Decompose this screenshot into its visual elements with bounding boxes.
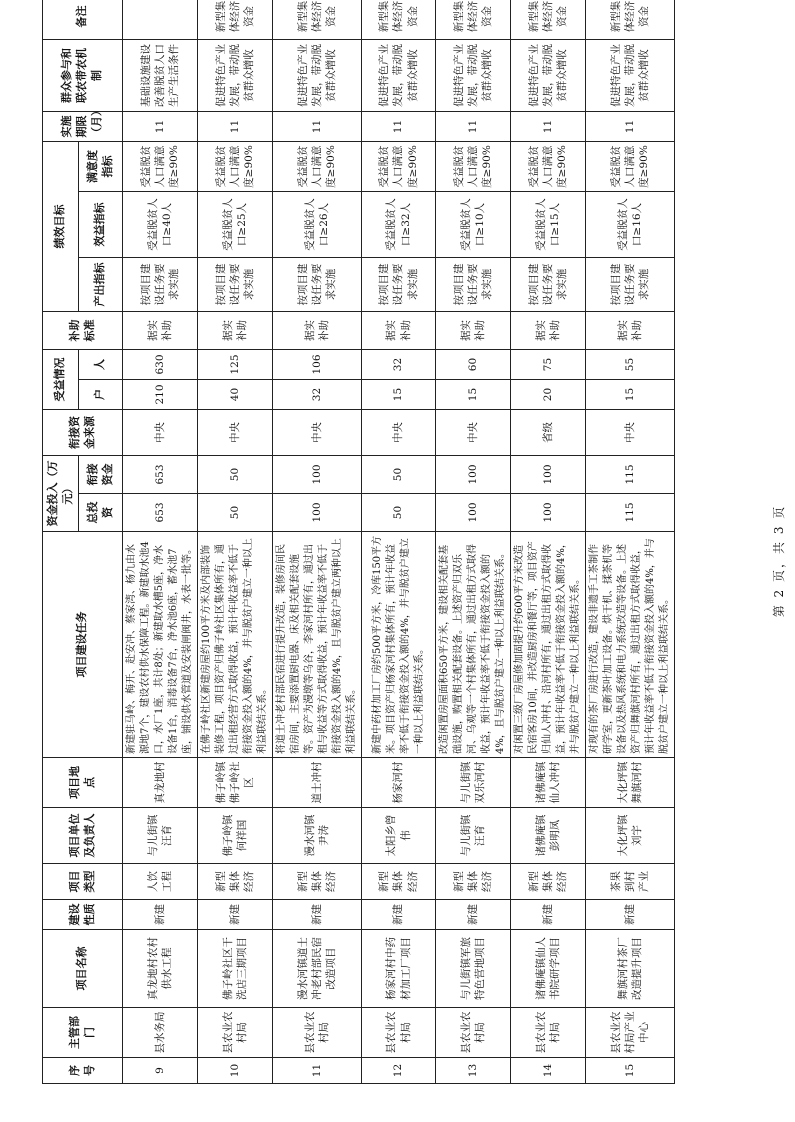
cell-place: 诸佛庵镇仙人冲村 bbox=[511, 758, 586, 808]
cell-mech: 促进特色产业发展，带动脱贫群众增收 bbox=[273, 40, 362, 112]
cell-period: 11 bbox=[273, 112, 362, 142]
cell-subsidy: 据实补助 bbox=[511, 312, 586, 350]
cell-place: 真龙地村 bbox=[123, 758, 198, 808]
cell-seq: 9 bbox=[123, 1058, 198, 1084]
cell-hh: 15 bbox=[586, 380, 675, 410]
table-row bbox=[586, 0, 675, 1084]
cell-dept: 县农业农村局 bbox=[436, 1008, 511, 1058]
cell-eff: 受益脱贫人口≥10人 bbox=[436, 192, 511, 258]
header-subsidy: 补助标准 bbox=[43, 312, 123, 350]
cell-out: 按项目建设任务要求实施 bbox=[198, 258, 273, 312]
cell-subsidy: 据实补助 bbox=[273, 312, 362, 350]
cell-period: 11 bbox=[198, 112, 273, 142]
cell-subsidy: 据实补助 bbox=[123, 312, 198, 350]
header-seq: 序号 bbox=[43, 1058, 123, 1084]
cell-mech: 促进特色产业发展，带动脱贫群众增收 bbox=[198, 40, 273, 112]
cell-out: 按项目建设任务要求实施 bbox=[123, 258, 198, 312]
cell-nature: 新建 bbox=[586, 900, 675, 930]
cell-pp: 75 bbox=[511, 350, 586, 380]
cell-fund-total: 100 bbox=[511, 494, 586, 532]
cell-note: 新型集体经济资金 bbox=[436, 0, 511, 40]
cell-name: 诸佛庵镇仙人书院研学项目 bbox=[511, 930, 586, 1008]
cell-task: 在佛子岭社区新建房屋约100平方米及内部装饰装修工程，项目资产归佛子岭社区集体所有，通过出租经营方式取得收益，预计年收益率不低于衔接资金投入额的4%，并与脱贫户建立一种以上利益联结关系。 bbox=[198, 532, 273, 758]
cell-fund-link: 115 bbox=[586, 456, 675, 494]
table-row bbox=[273, 0, 362, 1084]
header-fund-total: 总投资 bbox=[79, 494, 123, 532]
header-benef-group: 受益情况 bbox=[43, 350, 79, 410]
table-row bbox=[436, 0, 511, 1084]
cell-type: 新型集体经济 bbox=[436, 864, 511, 900]
cell-type: 新型集体经济 bbox=[198, 864, 273, 900]
header-perf-sat: 满意度指标 bbox=[79, 142, 123, 192]
cell-fund-link: 653 bbox=[123, 456, 198, 494]
cell-unit: 佛子岭镇何祥国 bbox=[198, 808, 273, 864]
header-task: 项目建设任务 bbox=[43, 532, 123, 758]
cell-pp: 55 bbox=[586, 350, 675, 380]
cell-task: 新建中药材加工厂房约500平方米，冷库150平方米。项目资产归杨家河村集体所有，预计年收益率不低于衔接资金投入额的4%，并与脱贫户建立一种以上利益联结关系。 bbox=[362, 532, 436, 758]
cell-eff: 受益脱贫人口≥25人 bbox=[198, 192, 273, 258]
cell-dept: 县农业农村局 bbox=[198, 1008, 273, 1058]
cell-dept: 县农业农村局 bbox=[273, 1008, 362, 1058]
cell-place: 杨家河村 bbox=[362, 758, 436, 808]
cell-fund-src: 中央 bbox=[273, 410, 362, 456]
cell-type: 茶果到村产业 bbox=[586, 864, 675, 900]
cell-seq: 13 bbox=[436, 1058, 511, 1084]
cell-name: 舞旗河村茶厂改造提升项目 bbox=[586, 930, 675, 1008]
header-perf-out: 产出指标 bbox=[79, 258, 123, 312]
cell-fund-total: 50 bbox=[362, 494, 436, 532]
cell-type: 新型集体经济 bbox=[511, 864, 586, 900]
cell-sat: 受益脱贫人口满意度≥90% bbox=[198, 142, 273, 192]
cell-place: 佛子岭镇佛子岭社区 bbox=[198, 758, 273, 808]
cell-nature: 新建 bbox=[436, 900, 511, 930]
cell-subsidy: 据实补助 bbox=[362, 312, 436, 350]
header-type: 项目类型 bbox=[43, 864, 123, 900]
cell-fund-link: 100 bbox=[436, 456, 511, 494]
cell-note: 新型集体经济资金 bbox=[198, 0, 273, 40]
header-mech: 群众参与和联农带农机制 bbox=[43, 40, 123, 112]
cell-pp: 32 bbox=[362, 350, 436, 380]
cell-note: 新型集体经济资金 bbox=[362, 0, 436, 40]
cell-task: 新建驻马岭、梅开、赴安冲、蔡家湾、杨九由水源地7个，建设农村供水保障工程。新建取水池4口，水厂1座，共计8处；新建取水槽5座，净水设备1台，消毒设备7台，净水池6座，蓄水池7座，铺设供水管道及安装闸阀井，水表一批等。 bbox=[123, 532, 198, 758]
cell-out: 按项目建设任务要求实施 bbox=[511, 258, 586, 312]
cell-task: 对现有的茶厂房进行改造，建设非遗手工茶制作研学室，更新茶叶加工设备。烘干机、揉茶机等设备以及热风系统和电力系统改造等设备。上述资产归舞旗河村所有，通过出租方式取得收益，预计年收益率不低于衔接资金投入额的4%，并与脱贫户建立一种以上利益联结关系。 bbox=[586, 532, 675, 758]
cell-nature: 新建 bbox=[511, 900, 586, 930]
cell-sat: 受益脱贫人口满意度≥90% bbox=[586, 142, 675, 192]
cell-fund-src: 中央 bbox=[123, 410, 198, 456]
cell-unit: 与儿街镇汪育 bbox=[123, 808, 198, 864]
cell-eff: 受益脱贫人口≥16人 bbox=[586, 192, 675, 258]
cell-sat: 受益脱贫人口满意度≥90% bbox=[436, 142, 511, 192]
header-perf-eff: 效益指标 bbox=[79, 192, 123, 258]
cell-fund-src: 中央 bbox=[436, 410, 511, 456]
cell-nature: 新建 bbox=[362, 900, 436, 930]
cell-unit: 诸佛庵镇彭明凤 bbox=[511, 808, 586, 864]
project-table-sheet bbox=[42, 0, 752, 1084]
cell-fund-total: 50 bbox=[198, 494, 273, 532]
cell-pp: 630 bbox=[123, 350, 198, 380]
cell-hh: 32 bbox=[273, 380, 362, 410]
header-unit: 项目单位及负责人 bbox=[43, 808, 123, 864]
cell-type: 人饮工程 bbox=[123, 864, 198, 900]
header-place: 项目地点 bbox=[43, 758, 123, 808]
header-fund-src: 衔接资金来源 bbox=[43, 410, 123, 456]
cell-unit: 与儿街镇汪育 bbox=[436, 808, 511, 864]
cell-type: 新型集体经济 bbox=[273, 864, 362, 900]
header-benef-pp: 人 bbox=[79, 350, 123, 380]
cell-pp: 125 bbox=[198, 350, 273, 380]
cell-fund-total: 100 bbox=[436, 494, 511, 532]
cell-mech: 促进特色产业发展，带动脱贫群众增收 bbox=[586, 40, 675, 112]
cell-subsidy: 据实补助 bbox=[436, 312, 511, 350]
cell-unit: 漫水河镇尹涛 bbox=[273, 808, 362, 864]
cell-pp: 106 bbox=[273, 350, 362, 380]
cell-fund-src: 省级 bbox=[511, 410, 586, 456]
cell-name: 真龙地村农村供水工程 bbox=[123, 930, 198, 1008]
cell-fund-src: 中央 bbox=[362, 410, 436, 456]
cell-note: 新型集体经济资金 bbox=[511, 0, 586, 40]
cell-period: 11 bbox=[436, 112, 511, 142]
cell-mech: 基础设施建设改善脱贫人口生产生活条件 bbox=[123, 40, 198, 112]
cell-mech: 促进特色产业发展，带动脱贫群众增收 bbox=[511, 40, 586, 112]
header-perf-group: 绩效目标 bbox=[43, 142, 79, 312]
cell-fund-link: 100 bbox=[273, 456, 362, 494]
cell-nature: 新建 bbox=[198, 900, 273, 930]
cell-period: 11 bbox=[586, 112, 675, 142]
cell-dept: 县农业农村局产业中心 bbox=[586, 1008, 675, 1058]
cell-dept: 县农业农村局 bbox=[511, 1008, 586, 1058]
cell-unit: 大化坪镇刘宇 bbox=[586, 808, 675, 864]
cell-hh: 20 bbox=[511, 380, 586, 410]
cell-hh: 210 bbox=[123, 380, 198, 410]
cell-unit: 太阳乡曾伟 bbox=[362, 808, 436, 864]
table-row bbox=[198, 0, 273, 1084]
cell-name: 与儿街镇军旅特色营地项目 bbox=[436, 930, 511, 1008]
cell-period: 11 bbox=[362, 112, 436, 142]
cell-fund-link: 50 bbox=[198, 456, 273, 494]
cell-seq: 14 bbox=[511, 1058, 586, 1084]
cell-name: 漫水河镇道士冲老村部民宿改造项目 bbox=[273, 930, 362, 1008]
cell-fund-src: 中央 bbox=[586, 410, 675, 456]
cell-out: 按项目建设任务要求实施 bbox=[586, 258, 675, 312]
cell-task: 将道士冲老村部民宿进行提升改造，装修房间民宿房间，主要添置厨电器、床及相关配套设施等。资产为漫墩等乌谷，李家河村所有，通过出租与收益等方式取得收益，预计年收益率不低于衔接资金投入额的4%，且与脱贫户建立两种以上利益联结关系。 bbox=[273, 532, 362, 758]
cell-hh: 15 bbox=[362, 380, 436, 410]
cell-pp: 60 bbox=[436, 350, 511, 380]
cell-subsidy: 据实补助 bbox=[198, 312, 273, 350]
cell-fund-total: 100 bbox=[273, 494, 362, 532]
header-dept: 主管部门 bbox=[43, 1008, 123, 1058]
cell-out: 按项目建设任务要求实施 bbox=[362, 258, 436, 312]
cell-sat: 受益脱贫人口满意度≥90% bbox=[273, 142, 362, 192]
cell-period: 11 bbox=[511, 112, 586, 142]
cell-place: 道士冲村 bbox=[273, 758, 362, 808]
cell-eff: 受益脱贫人口≥15人 bbox=[511, 192, 586, 258]
cell-nature: 新建 bbox=[273, 900, 362, 930]
cell-fund-total: 653 bbox=[123, 494, 198, 532]
cell-out: 按项目建设任务要求实施 bbox=[436, 258, 511, 312]
cell-place: 大化坪镇舞旗河村 bbox=[586, 758, 675, 808]
cell-eff: 受益脱贫人口≥32人 bbox=[362, 192, 436, 258]
header-name: 项目名称 bbox=[43, 930, 123, 1008]
cell-seq: 15 bbox=[586, 1058, 675, 1084]
cell-seq: 11 bbox=[273, 1058, 362, 1084]
page-footer: 第 2 页，共 3 页 bbox=[772, 504, 786, 618]
table-row bbox=[123, 0, 198, 1084]
project-table bbox=[42, 0, 675, 1084]
cell-hh: 40 bbox=[198, 380, 273, 410]
cell-subsidy: 据实补助 bbox=[586, 312, 675, 350]
cell-fund-link: 100 bbox=[511, 456, 586, 494]
cell-note bbox=[123, 0, 198, 40]
cell-fund-src: 中央 bbox=[198, 410, 273, 456]
cell-seq: 10 bbox=[198, 1058, 273, 1084]
cell-hh: 15 bbox=[436, 380, 511, 410]
cell-mech: 促进特色产业发展，带动脱贫群众增收 bbox=[436, 40, 511, 112]
header-benef-hh: 户 bbox=[79, 380, 123, 410]
cell-period: 11 bbox=[123, 112, 198, 142]
cell-name: 佛子岭社区干洗店三期项目 bbox=[198, 930, 273, 1008]
cell-sat: 受益脱贫人口满意度≥90% bbox=[362, 142, 436, 192]
cell-fund-link: 50 bbox=[362, 456, 436, 494]
header-fund-group: 资金投入（万元） bbox=[43, 456, 79, 532]
cell-sat: 受益脱贫人口满意度≥90% bbox=[123, 142, 198, 192]
header-nature: 建设性质 bbox=[43, 900, 123, 930]
cell-sat: 受益脱贫人口满意度≥90% bbox=[511, 142, 586, 192]
cell-mech: 促进特色产业发展，带动脱贫群众增收 bbox=[362, 40, 436, 112]
cell-out: 按项目建设任务要求实施 bbox=[273, 258, 362, 312]
cell-note: 新型集体经济资金 bbox=[273, 0, 362, 40]
cell-name: 杨家河村中药材加工厂项目 bbox=[362, 930, 436, 1008]
cell-place: 与儿街镇双乐河村 bbox=[436, 758, 511, 808]
cell-task: 对闲置三级厂房屋修加固提升约600平方米改造民宿客房10间，并改造厨房和餐厅等，项目资产归仙人冲村、沿河村所有，通过出租方式取得收益，预计年收益率不低于衔接资金投入额的4%，并与脱贫户建立一种以上利益联结关系。 bbox=[511, 532, 586, 758]
cell-nature: 新建 bbox=[123, 900, 198, 930]
cell-eff: 受益脱贫人口≥26人 bbox=[273, 192, 362, 258]
cell-fund-total: 115 bbox=[586, 494, 675, 532]
header-note: 备注 bbox=[43, 0, 123, 40]
cell-dept: 县农业农村局 bbox=[362, 1008, 436, 1058]
header-fund-link: 衔接资金 bbox=[79, 456, 123, 494]
cell-task: 改造闲置房屋面积650平方米，建设相关配套基础设施，购置相关配套设备。上述资产归双乐河、乌观等一个村集体所有，通过出租方式取得收益，预计年收益率不低于衔接资金投入额的4%，且与脱贫户建立一种以上利益联结关系。 bbox=[436, 532, 511, 758]
cell-eff: 受益脱贫人口≥40人 bbox=[123, 192, 198, 258]
header-period: 实施期限（月） bbox=[43, 112, 123, 142]
cell-seq: 12 bbox=[362, 1058, 436, 1084]
cell-dept: 县水务局 bbox=[123, 1008, 198, 1058]
cell-note: 新型集体经济资金 bbox=[586, 0, 675, 40]
table-row bbox=[511, 0, 586, 1084]
table-row bbox=[362, 0, 436, 1084]
cell-type: 新型集体经济 bbox=[362, 864, 436, 900]
